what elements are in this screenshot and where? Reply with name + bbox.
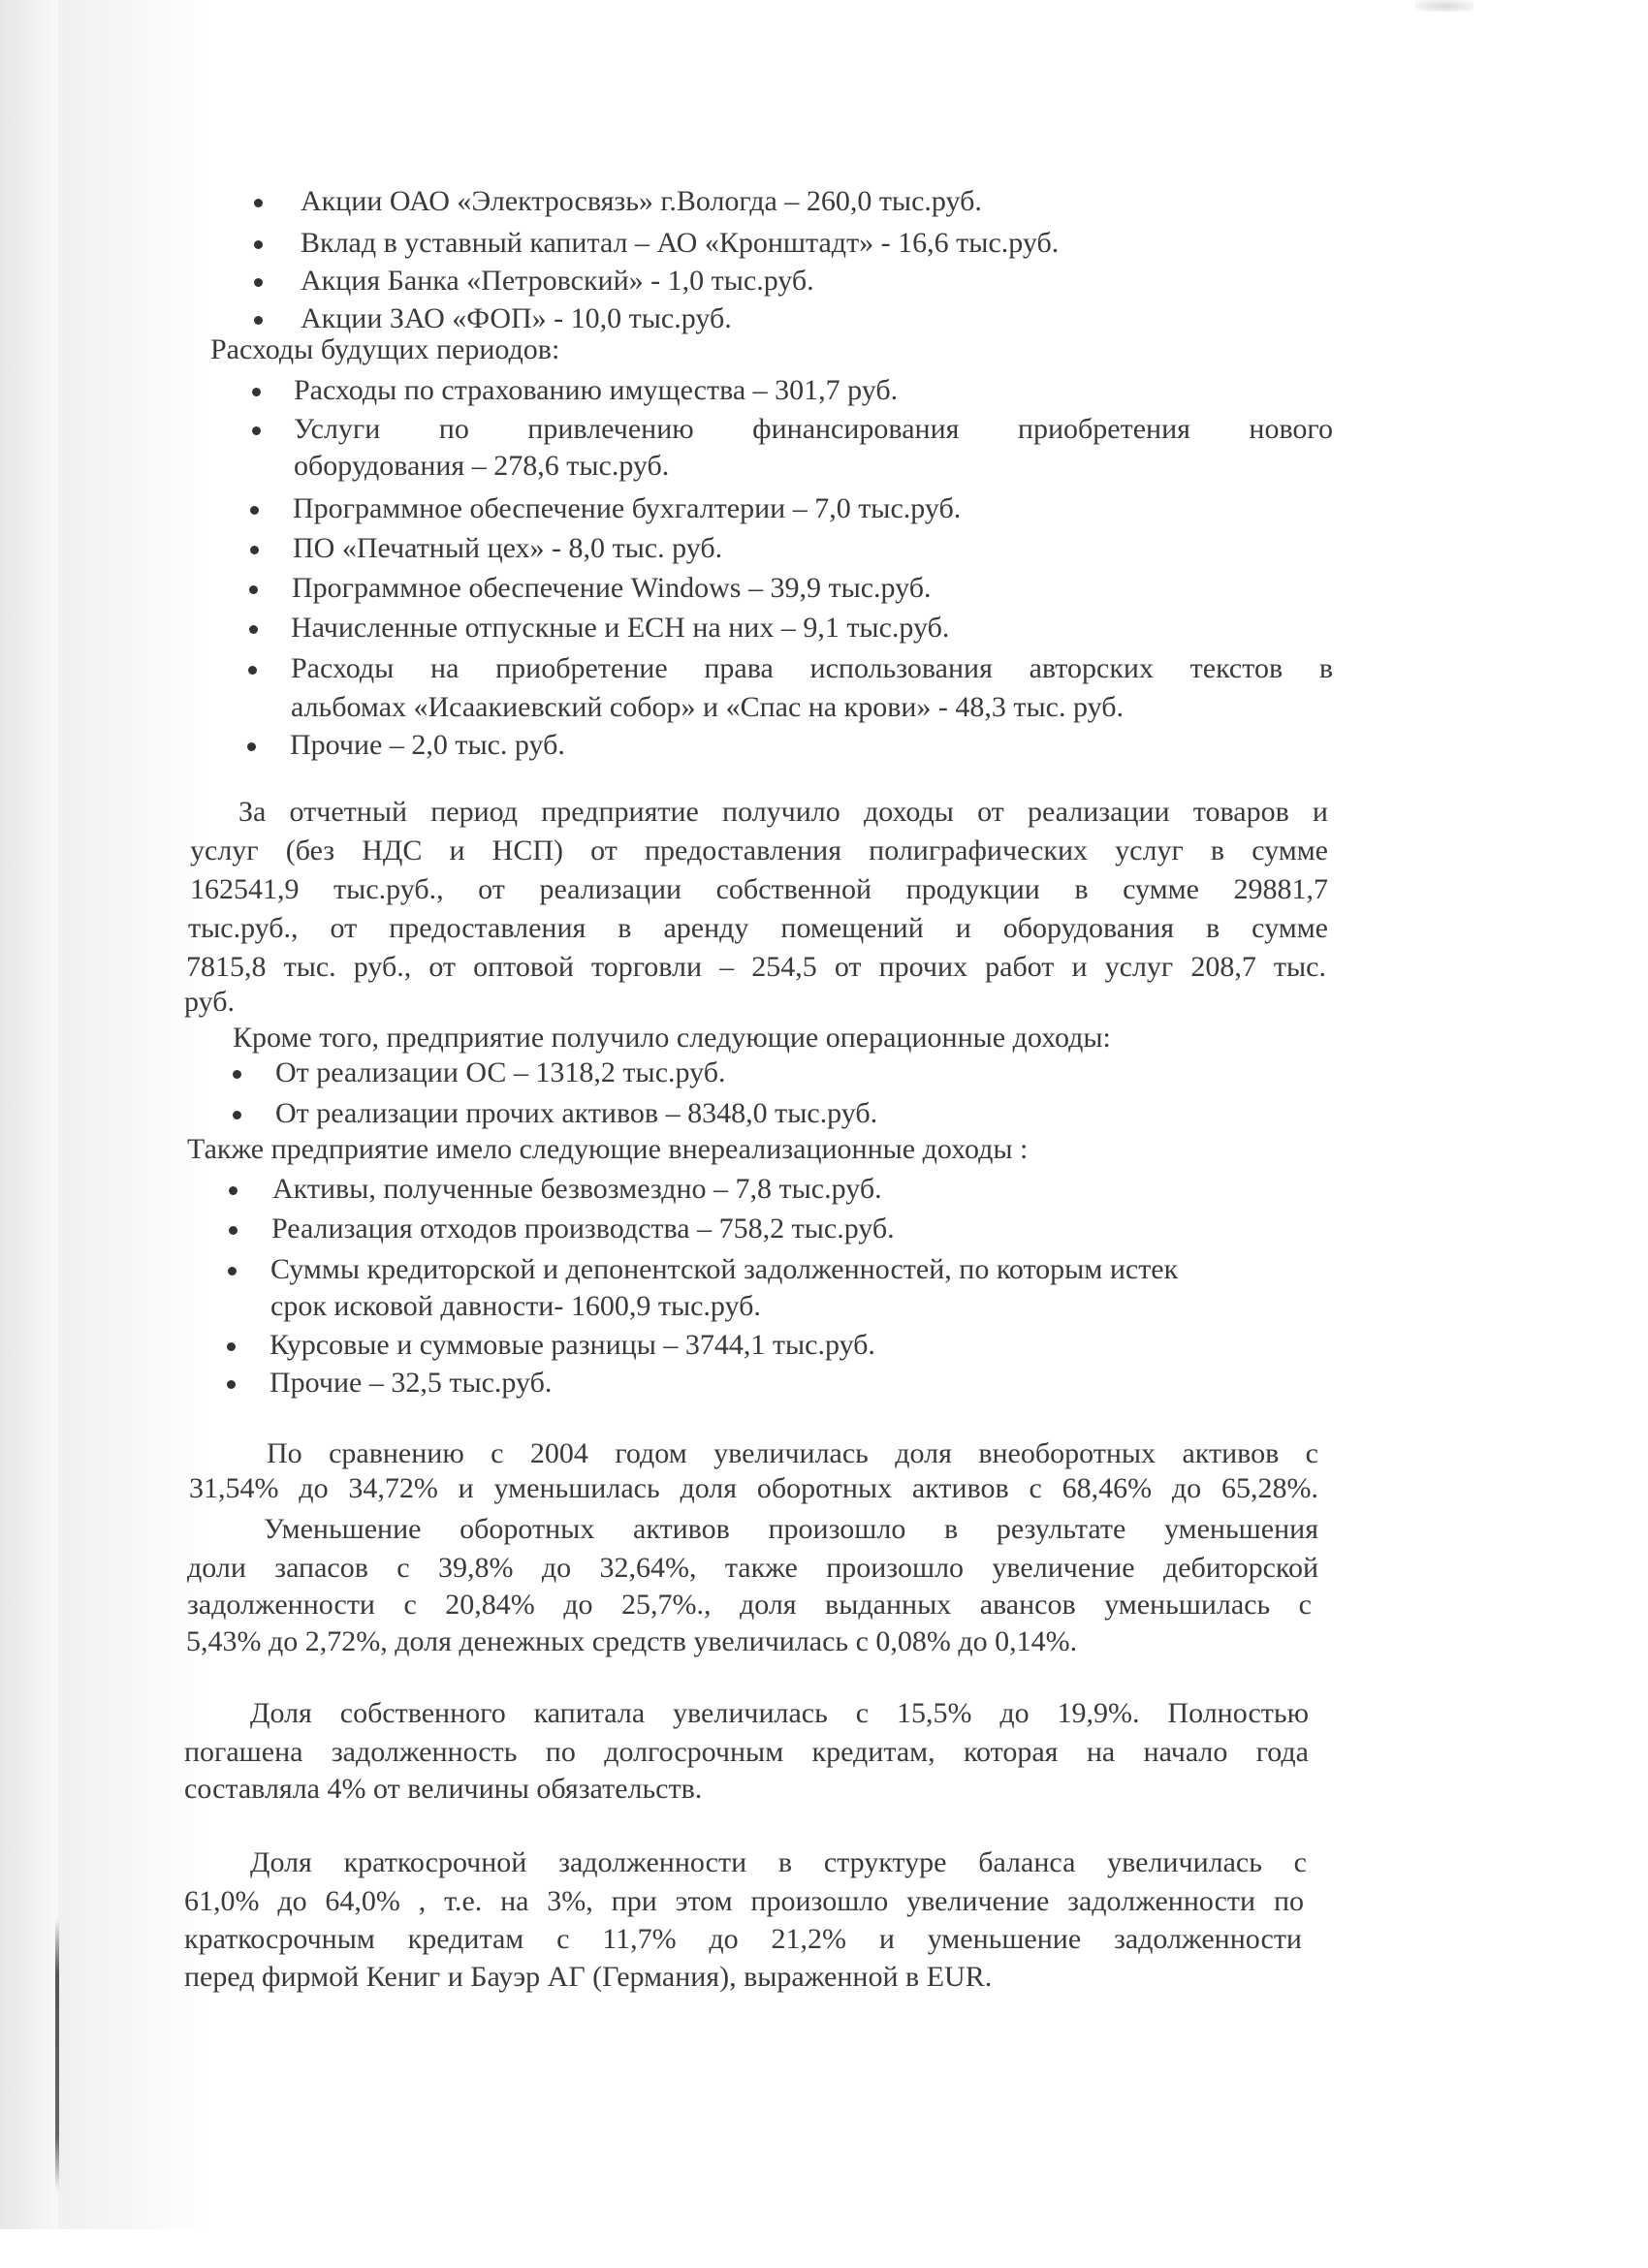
list-item-line: альбомах «Исаакиевский собор» и «Спас на крови» - 48,3 тыс. руб. bbox=[291, 691, 1124, 723]
operating-income-heading: Кроме того, предприятие получило следующие операционные доходы: bbox=[233, 1022, 1111, 1054]
paragraph-line: Доля собственного капитала увеличилась с 15,5% до 19,9%. Полностью bbox=[250, 1697, 1309, 1729]
bullet-icon bbox=[250, 546, 259, 554]
list-item-line: Суммы кредиторской и депонентской задолженностей, по которым истек bbox=[270, 1253, 1179, 1285]
list-item-line: оборудования – 278,6 тыс.руб. bbox=[294, 450, 670, 482]
paragraph-line: 31,54% до 34,72% и уменьшилась доля оборотных активов с 68,46% до 65,28%. bbox=[189, 1472, 1318, 1504]
bullet-icon bbox=[252, 388, 261, 396]
bullet-icon bbox=[252, 426, 261, 435]
list-item: Акции ЗАО «ФОП» - 10,0 тыс.руб. bbox=[301, 302, 732, 334]
bullet-icon bbox=[249, 585, 258, 594]
list-item: Прочие – 2,0 тыс. руб. bbox=[290, 729, 565, 761]
paragraph-line: Доля краткосрочной задолженности в структуре баланса увеличилась с bbox=[250, 1846, 1307, 1878]
bullet-icon bbox=[250, 506, 259, 515]
bullet-icon bbox=[233, 1111, 241, 1119]
bullet-icon bbox=[233, 1070, 241, 1079]
paragraph-line: задолженности с 20,84% до 25,7%., доля выданных авансов уменьшилась с bbox=[187, 1589, 1312, 1621]
list-item: ПО «Печатный цех» - 8,0 тыс. руб. bbox=[293, 532, 723, 564]
paragraph-line: перед фирмой Кениг и Бауэр АГ (Германия), выраженной в EUR. bbox=[184, 1961, 993, 1993]
bullet-icon bbox=[254, 240, 263, 249]
bullet-icon bbox=[227, 1342, 236, 1351]
list-item: От реализации ОС – 1318,2 тыс.руб. bbox=[275, 1056, 726, 1088]
nonoperating-income-heading: Также предприятие имело следующие внереализационные доходы : bbox=[187, 1133, 1029, 1165]
list-item-line: Расходы на приобретение права использования авторских текстов в bbox=[291, 652, 1333, 684]
paragraph-line: составляла 4% от величины обязательств. bbox=[184, 1773, 703, 1805]
bullet-icon bbox=[227, 1380, 236, 1389]
list-item-line: Услуги по привлечению финансирования приобретения нового bbox=[294, 413, 1333, 445]
list-item: Программное обеспечение Windows – 39,9 тыс.руб. bbox=[292, 572, 932, 604]
list-item: Расходы по страхованию имущества – 301,7 руб. bbox=[294, 374, 899, 406]
bullet-icon bbox=[229, 1226, 238, 1235]
paragraph-line: По сравнению с 2004 годом увеличилась доля внеоборотных активов с bbox=[267, 1437, 1318, 1469]
paragraph-line: 5,43% до 2,72%, доля денежных средств увеличилась с 0,08% до 0,14%. bbox=[186, 1625, 1078, 1657]
bullet-icon bbox=[228, 1267, 237, 1276]
paragraph-line: За отчетный период предприятие получило доходы от реализации товаров и bbox=[238, 796, 1328, 828]
bullet-icon bbox=[247, 742, 256, 751]
paragraph-line: 61,0% до 64,0% , т.е. на 3%, при этом произошло увеличение задолженности по bbox=[184, 1885, 1304, 1917]
list-item: От реализации прочих активов – 8348,0 тыс.руб. bbox=[275, 1097, 878, 1129]
bullet-icon bbox=[254, 316, 263, 325]
list-item: Реализация отходов производства – 758,2 тыс.руб. bbox=[271, 1213, 895, 1244]
bullet-icon bbox=[254, 199, 263, 207]
list-item: Вклад в уставный капитал – АО «Кронштадт» - 16,6 тыс.руб. bbox=[301, 227, 1060, 259]
list-item: Начисленные отпускные и ЕСН на них – 9,1 тыс.руб. bbox=[291, 612, 950, 644]
paragraph-line: Уменьшение оборотных активов произошло в результате уменьшения bbox=[264, 1513, 1318, 1545]
paragraph-line: краткосрочным кредитам с 11,7% до 21,2% и уменьшение задолженности bbox=[184, 1923, 1302, 1955]
scan-page-edge-shadow bbox=[0, 0, 58, 2229]
scan-smudge bbox=[1415, 0, 1474, 12]
binding-edge-line bbox=[55, 1919, 59, 2190]
bullet-icon bbox=[254, 278, 263, 287]
paragraph-line: доли запасов с 39,8% до 32,64%, также произошло увеличение дебиторской bbox=[187, 1552, 1318, 1584]
list-item: Акции ОАО «Электросвязь» г.Вологда – 260,0 тыс.руб. bbox=[301, 185, 982, 217]
paragraph-line: руб. bbox=[184, 986, 235, 1018]
list-item: Акция Банка «Петровский» - 1,0 тыс.руб. bbox=[301, 265, 814, 297]
list-item: Активы, полученные безвозмездно – 7,8 тыс.руб. bbox=[272, 1173, 882, 1205]
bullet-icon bbox=[248, 666, 257, 675]
paragraph-line: 7815,8 тыс. руб., от оптовой торговли – 254,5 от прочих работ и услуг 208,7 тыс. bbox=[186, 951, 1326, 983]
list-item: Программное обеспечение бухгалтерии – 7,0 тыс.руб. bbox=[293, 492, 962, 524]
bullet-icon bbox=[229, 1186, 238, 1195]
paragraph-line: услуг (без НДС и НСП) от предоставления полиграфических услуг в сумме bbox=[190, 835, 1328, 866]
list-item-line: срок исковой давности- 1600,9 тыс.руб. bbox=[270, 1290, 761, 1322]
deferred-expenses-heading: Расходы будущих периодов: bbox=[210, 333, 560, 365]
list-item: Прочие – 32,5 тыс.руб. bbox=[269, 1367, 553, 1399]
list-item: Курсовые и суммовые разницы – 3744,1 тыс.руб. bbox=[269, 1329, 875, 1361]
bullet-icon bbox=[249, 625, 258, 634]
paragraph-line: 162541,9 тыс.руб., от реализации собственной продукции в сумме 29881,7 bbox=[190, 873, 1328, 905]
paragraph-line: тыс.руб., от предоставления в аренду помещений и оборудования в сумме bbox=[188, 912, 1328, 944]
paragraph-line: погашена задолженность по долгосрочным кредитам, которая на начало года bbox=[184, 1736, 1309, 1768]
